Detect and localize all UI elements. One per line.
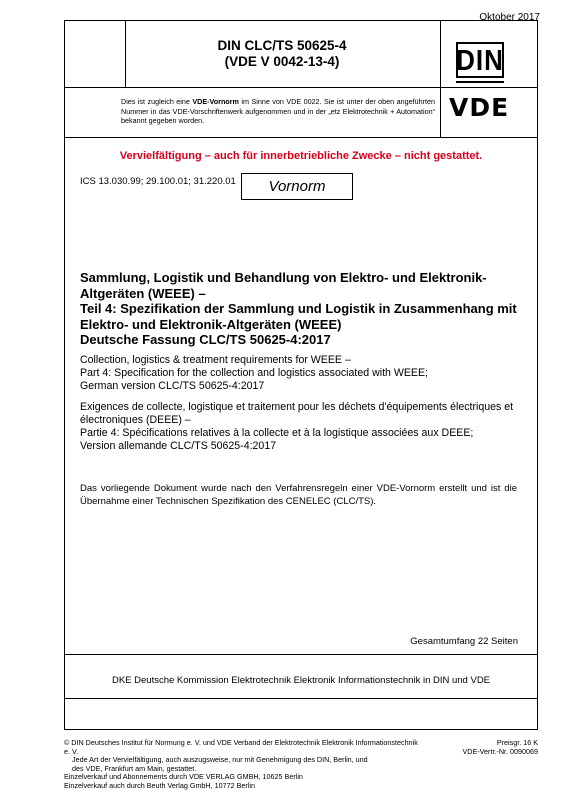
pages-divider bbox=[65, 654, 537, 655]
procedure-statement: Das vorliegende Dokument wurde nach den Verfahrensregeln einer VDE-Vornorm erstellt und ist die Übernahme einer Technischen Spezifikation des CENELEC (CLC/TS). bbox=[80, 483, 517, 507]
footer-line: Einzelverkauf auch durch Beuth Verlag GmbH, 10772 Berlin bbox=[64, 780, 255, 790]
total-pages: Gesamtumfang 22 Seiten bbox=[410, 636, 518, 647]
price-group: Preisgr. 16 K bbox=[496, 738, 538, 747]
reproduction-warning: Vervielfältigung – auch für innerbetriebliche Zwecke – nicht gestattet. bbox=[119, 150, 483, 162]
standard-number-block bbox=[125, 38, 439, 70]
title-en-line: German version CLC/TS 50625-4:2017 bbox=[80, 380, 265, 392]
header-divider bbox=[65, 87, 537, 88]
copyright-footer bbox=[64, 739, 424, 791]
title-fr-line: Partie 4: Spécifications relatives à la collecte et à la logistique associées aux DEEE; bbox=[80, 427, 474, 439]
title-de-line: Sammlung, Logistik und Behandlung von Elektro- und Elektronik- bbox=[80, 270, 487, 285]
vde-notice bbox=[121, 97, 435, 126]
title-fr-line: électroniques (DEEE) – bbox=[80, 414, 191, 426]
ics-codes: ICS 13.030.99; 29.100.01; 31.220.01 bbox=[80, 176, 236, 187]
din-logo bbox=[456, 42, 504, 83]
dke-committee: DKE Deutsche Kommission Elektrotechnik Elektronik Informationstechnik in DIN und VDE bbox=[111, 675, 491, 686]
notice-suffix: im Sinne von VDE 0022. Sie ist unter der oben angeführten Nummer in das VDE-Vorschriftenwerk aufgenommen und in der „etz Elektrotechnik + Automation“ bekannt gegeben worden. bbox=[121, 97, 435, 125]
title-french bbox=[80, 401, 532, 453]
din-logo-underline bbox=[456, 81, 504, 83]
order-number: VDE-Vertr.-Nr. 0090069 bbox=[462, 746, 538, 756]
vde-number: (VDE V 0042-13-4) bbox=[224, 54, 340, 69]
footer-line: Einzelverkauf und Abonnements durch VDE VERLAG GMBH, 10625 Berlin bbox=[64, 772, 303, 782]
title-de-line: Teil 4: Spezifikation der Sammlung und Logistik in Zusammenhang mit bbox=[80, 301, 517, 316]
din-logo-box bbox=[456, 42, 504, 78]
document-type: Vornorm bbox=[268, 178, 326, 195]
footer-line: © DIN Deutsches Institut für Normung e. V. und VDE Verband der Elektrotechnik Elektronik Informationstechnik e. V. bbox=[64, 738, 418, 756]
notice-bold: VDE-Vornorm bbox=[192, 97, 239, 106]
price-info bbox=[420, 739, 538, 756]
title-en-line: Part 4: Specification for the collection and logistics associated with WEEE; bbox=[80, 367, 428, 379]
footer-line: des VDE, Frankfurt am Main, gestattet. bbox=[72, 763, 197, 773]
title-fr-line: Exigences de collecte, logistique et traitement pour les déchets d'équipements électriques et bbox=[80, 401, 514, 413]
document-type-box bbox=[241, 173, 353, 200]
notice-prefix: Dies ist zugleich eine bbox=[121, 97, 193, 106]
title-german bbox=[80, 270, 530, 348]
vde-logo: VDE bbox=[449, 93, 510, 122]
title-de-line: Deutsche Fassung CLC/TS 50625-4:2017 bbox=[80, 332, 331, 347]
title-de-line: Altgeräten (WEEE) – bbox=[80, 285, 206, 301]
notice-divider bbox=[65, 137, 537, 138]
title-fr-line: Version allemande CLC/TS 50625-4:2017 bbox=[80, 440, 277, 452]
standard-number: DIN CLC/TS 50625-4 bbox=[217, 38, 347, 53]
title-english bbox=[80, 354, 530, 393]
footer-line: Jede Art der Vervielfältigung, auch auszugsweise, nur mit Genehmigung des DIN, Berlin, und bbox=[72, 755, 368, 765]
publication-date: Oktober 2017 bbox=[479, 12, 540, 23]
dke-divider bbox=[65, 698, 537, 699]
din-logo-text: DIN bbox=[456, 43, 504, 77]
title-de-line: Elektro- und Elektronik-Altgeräten (WEEE) bbox=[80, 316, 342, 332]
logo-column-divider bbox=[440, 21, 441, 137]
title-en-line: Collection, logistics & treatment requirements for WEEE – bbox=[80, 354, 351, 366]
